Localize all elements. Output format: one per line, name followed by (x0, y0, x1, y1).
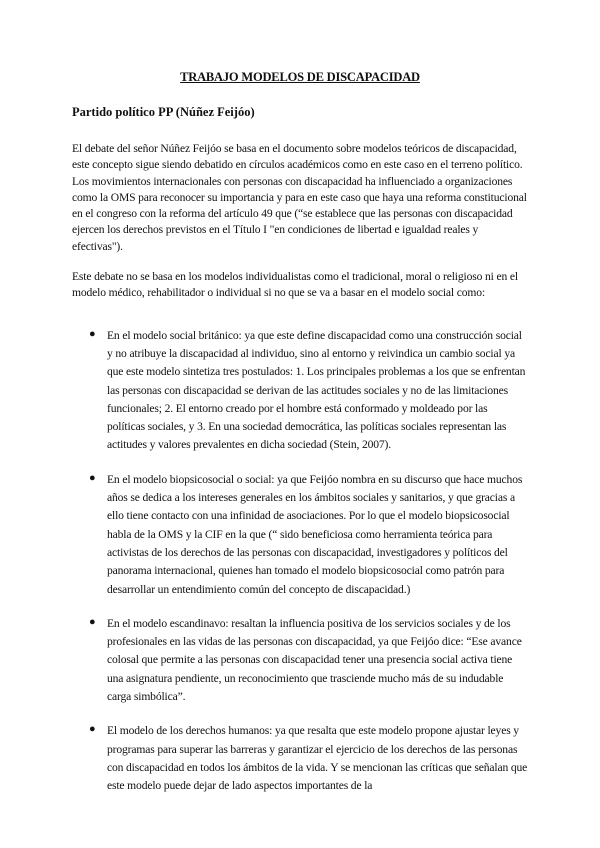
list-item (72, 326, 528, 454)
document-body (72, 70, 528, 811)
bullet-icon: ● (89, 471, 96, 484)
models-list (72, 326, 528, 795)
bullet-icon: ● (89, 723, 96, 736)
list-item (72, 721, 528, 794)
list-item-text: En el modelo escandinavo: resaltan la influencia positiva de los servicios sociales y de los profesionales en las vidas de las personas con discapacidad, ya que Feijóo dice: “Ese avance colosal que permite a las personas con discapacidad tener una presencia social activa tiene una asignatura pendiente, un reconocimiento que trasciende mucho más de su indudable carga simbólica”. (107, 616, 522, 704)
section-heading: Partido político PP (Núñez Feijóo) (72, 105, 255, 119)
list-item-text: En el modelo social británico: ya que este define discapacidad como una construcción social y no atribuye la discapacidad al individuo, sino al entorno y reivindica un cambio social ya que este modelo sintetiza tres postulados: 1. Los principales problemas a los que se enfrentan las personas con discapacidad se derivan de las actitudes sociales y no de las limitaciones funcionales; 2. El entorno creado por el hombre está conformado y moldeado por las políticas sociales, y 3. En una sociedad democrática, las políticas sociales representan las actitudes y valores prevalentes en dicha sociedad (Stein, 2007). (107, 328, 526, 452)
list-item (72, 614, 528, 705)
paragraph-models: Este debate no se basa en los modelos individualistas como el tradicional, moral o religioso ni en el modelo médico, rehabilitador o individual si no que se va a basar en el modelo social como: (72, 270, 518, 300)
document-title: TRABAJO MODELOS DE DISCAPACIDAD (180, 70, 420, 84)
bullet-icon: ● (89, 327, 96, 340)
paragraph-intro: El debate del señor Núñez Feijóo se basa en el documento sobre modelos teóricos de discapacidad, este concepto sigue siendo debatido en círculos académicos como en este caso en el terreno político. Los movimientos internacionales con personas con discapacidad ha influenciado a organizaciones como la OMS para reconocer su importancia y para en este caso que haya una reforma constitucional en el congreso con la reforma del artículo 49 que (“se establece que las personas con discapacidad ejercen los derechos previstos en el Título I "en condiciones de libertad e igualdad reales y efectivas"). (72, 142, 527, 253)
list-item-text: En el modelo biopsicosocial o social: ya que Feijóo nombra en su discurso que hace muchos años se dedica a los intereses generales en los ámbitos sociales y sanitarios, y que gracias a ello tiene contacto con una infinidad de asociaciones. Por lo que el modelo biopsicosocial habla de la OMS y la CIF en la que (“ sido beneficiosa como herramienta teórica para activistas de los derechos de las personas con discapacidad, investigadores y políticos del panorama internacional, quienes han tomado el modelo biopsicosocial como patrón para desarrollar un entendimiento común del concepto de discapacidad.) (107, 472, 523, 596)
list-item-text: El modelo de los derechos humanos: ya que resalta que este modelo propone ajustar leyes y programas para superar las barreras y garantizar el ejercicio de los derechos de las personas con discapacidad en todos los ámbitos de la vida. Y se mencionan las críticas que señalan que este modelo puede dejar de lado aspectos importantes de la (107, 724, 528, 793)
list-item (72, 470, 528, 598)
bullet-icon: ● (89, 615, 96, 628)
